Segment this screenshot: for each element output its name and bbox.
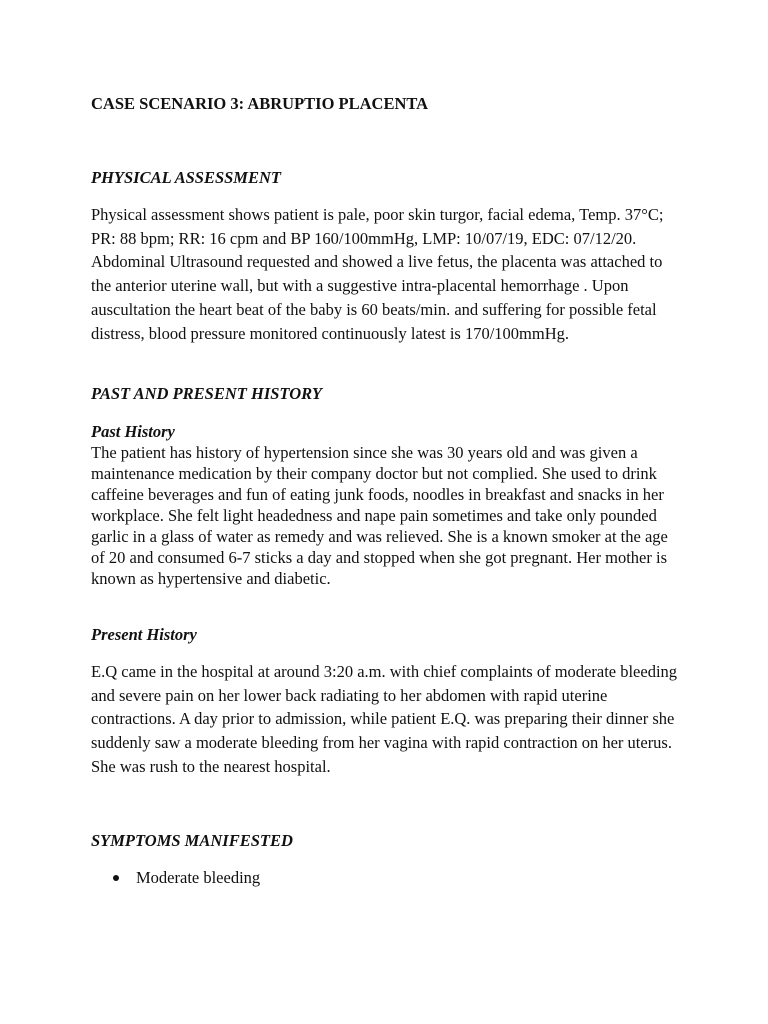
- past-present-history-heading: PAST AND PRESENT HISTORY: [91, 384, 322, 403]
- physical-assessment-heading: PHYSICAL ASSESSMENT: [91, 168, 281, 187]
- present-history-subheading: Present History: [91, 625, 197, 644]
- present-history-paragraph: E.Q came in the hospital at around 3:20 a.m. with chief complaints of moderate bleeding and severe pain on her lower back radiating to her abdomen with rapid uterine contractions. A day prior to admission, while patient E.Q. was preparing their dinner she suddenly saw a moderate bleeding from her vagina with rapid contraction on her uterus. She was rush to the nearest hospital.: [91, 662, 678, 776]
- symptom-label: Moderate bleeding: [136, 868, 261, 887]
- past-history-subheading: Past History: [91, 422, 175, 441]
- symptoms-list: [110, 867, 260, 889]
- document-title: CASE SCENARIO 3: ABRUPTIO PLACENTA: [91, 94, 429, 113]
- past-history-paragraph: The patient has history of hypertension since she was 30 years old and was given a maintenance medication by their company doctor but not complied. She used to drink caffeine beverages and fun of eating junk foods, noodles in breakfast and snacks in her workplace. She felt light headedness and nape pain sometimes and take only pounded garlic in a glass of water as remedy and was relieved. She is a known smoker at the age of 20 and consumed 6-7 sticks a day and stopped when she got pregnant. Her mother is known as hypertensive and diabetic.: [91, 443, 668, 588]
- physical-assessment-paragraph: Physical assessment shows patient is pale, poor skin turgor, facial edema, Temp. 37°C; PR: 88 bpm; RR: 16 cpm and BP 160/100mmHg, LMP: 10/07/19, EDC: 07/12/20. Abdominal Ultrasound requested and showed a live fetus, the placenta was attached to the anterior uterine wall, but with a suggestive intra-placental hemorrhage . Upon auscultation the heart beat of the baby is 60 beats/min. and suffering for possible fetal distress, blood pressure monitored continuously latest is 170/100mmHg.: [91, 205, 664, 343]
- list-item: [110, 867, 260, 889]
- bullet-icon: [113, 875, 119, 881]
- symptoms-manifested-heading: SYMPTOMS MANIFESTED: [91, 831, 293, 850]
